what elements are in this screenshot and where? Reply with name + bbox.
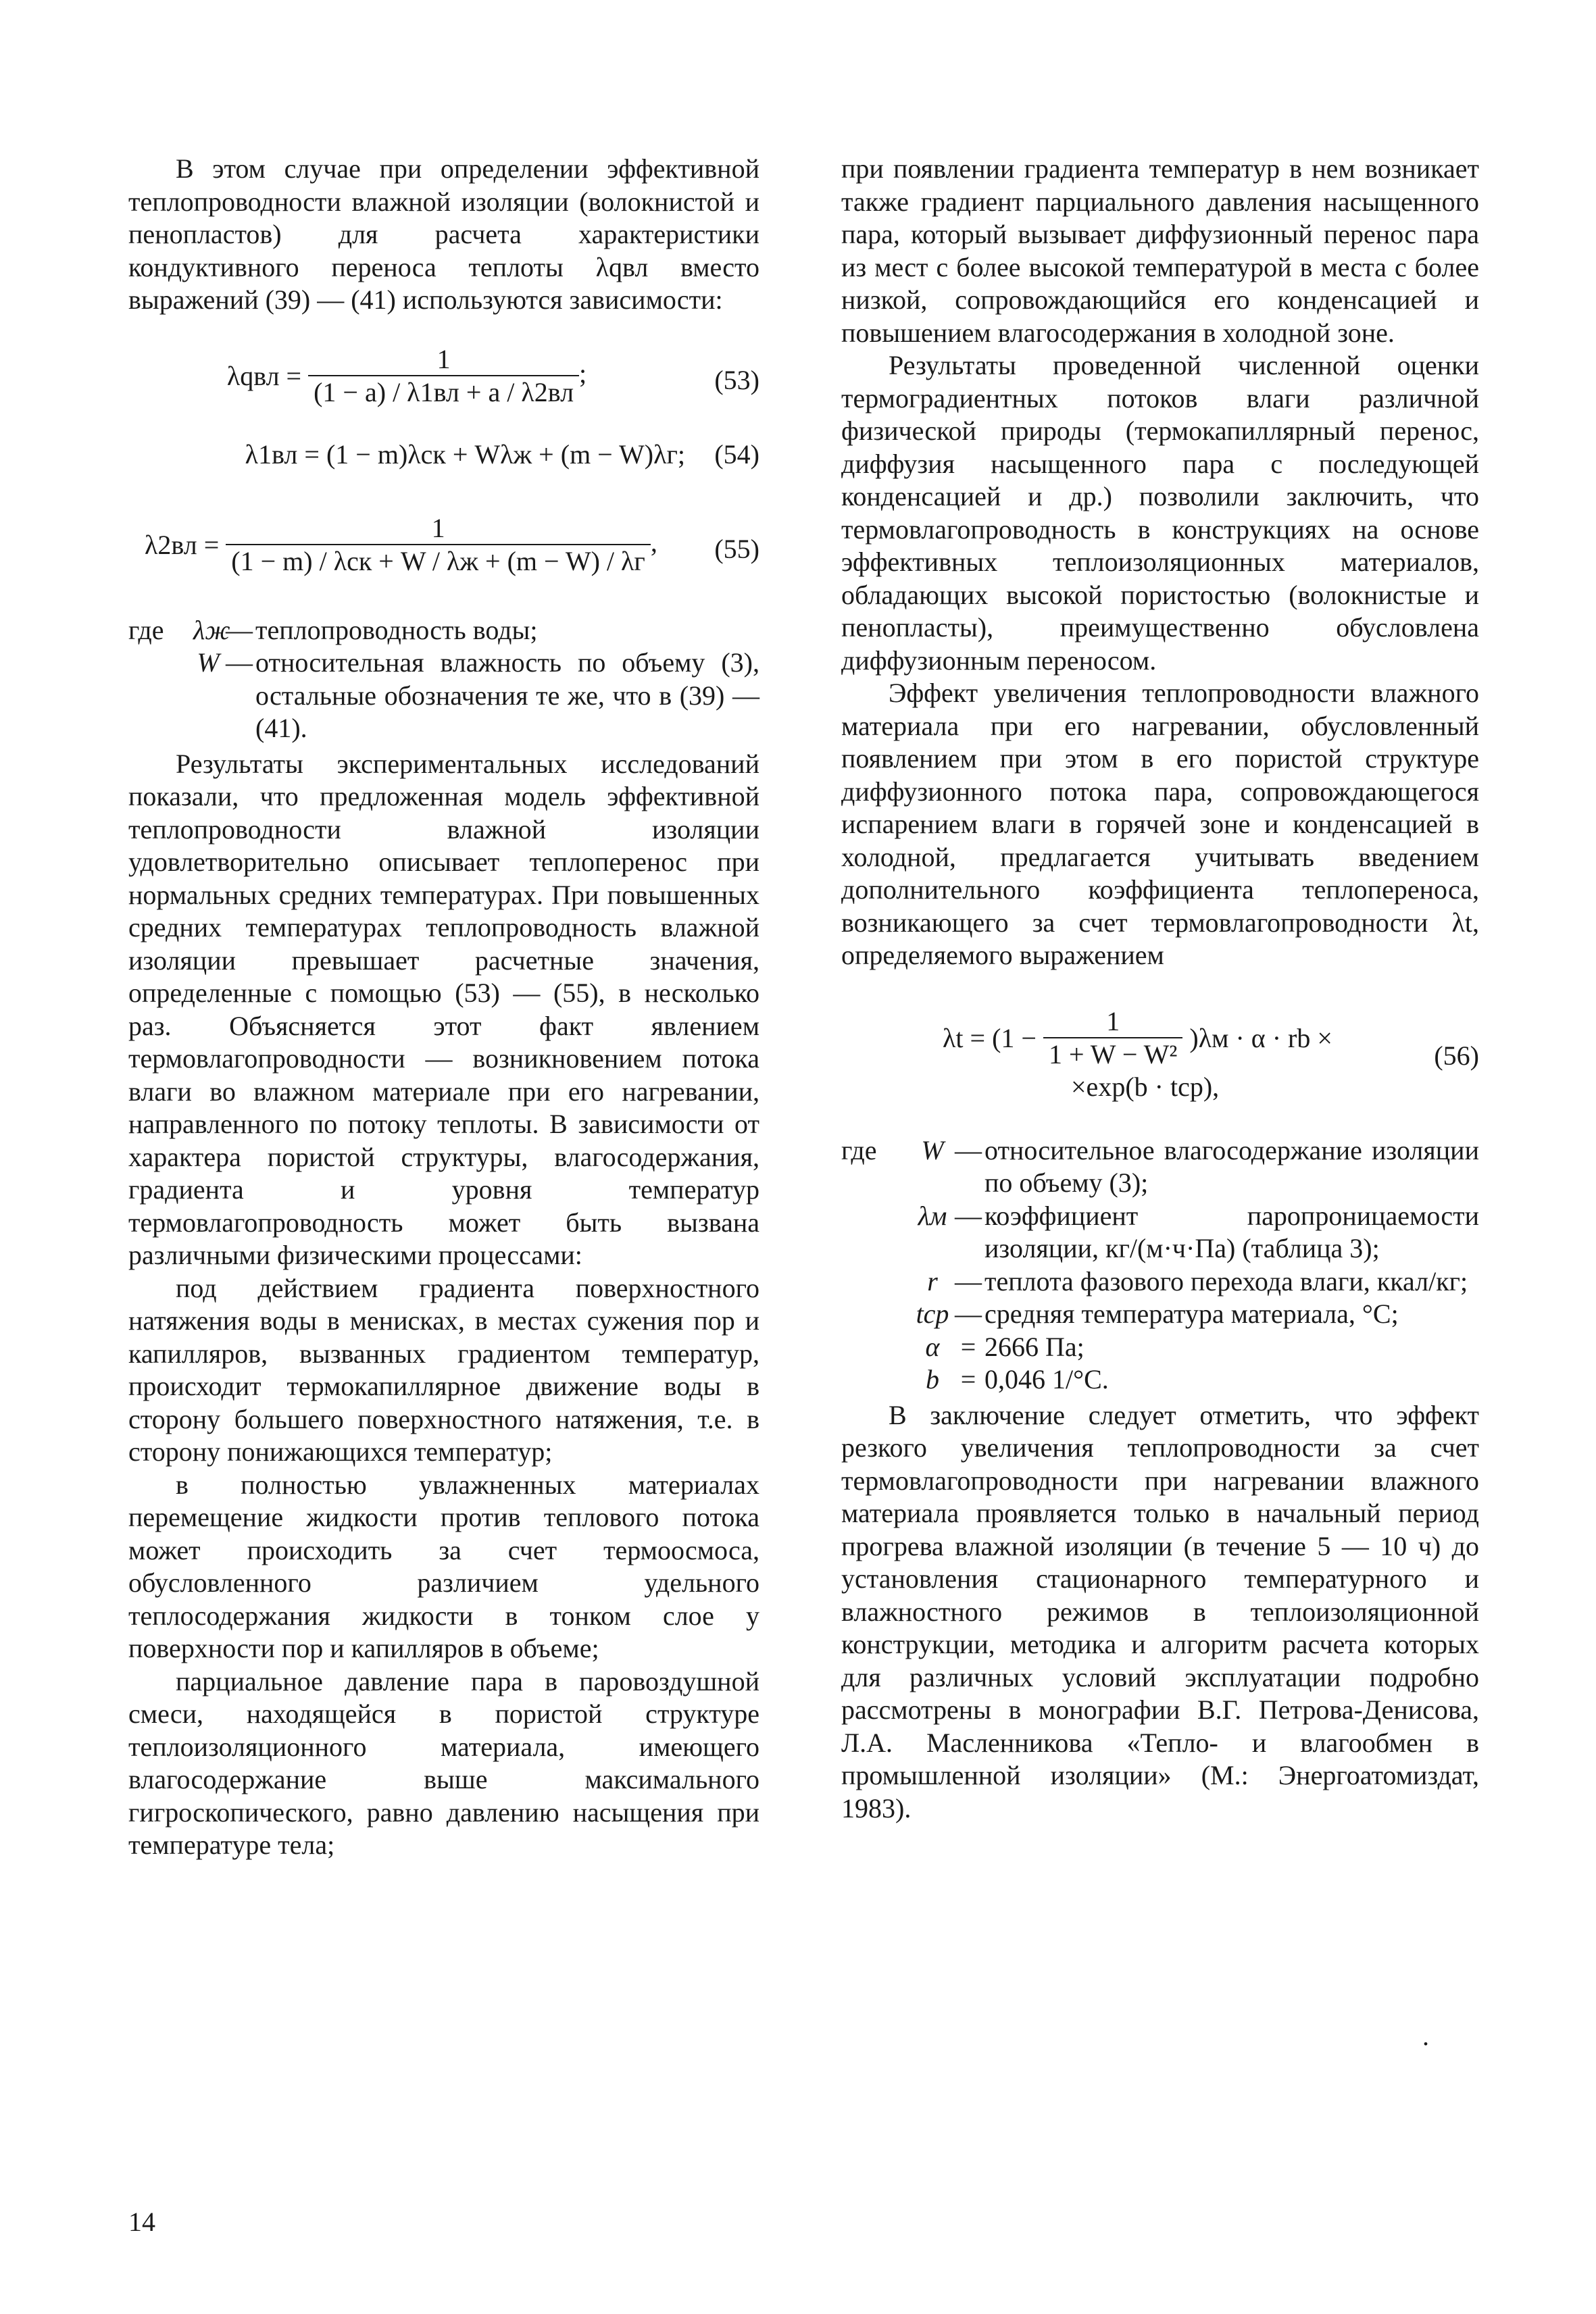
eq56-line1 — [943, 1006, 1479, 1071]
where-definition: относительная влажность по объему (3), остальные обозначения те же, что в (39) — (41). — [255, 647, 759, 743]
eq55-lhs: λ2вл = — [145, 529, 220, 560]
where-symbol: b — [926, 1364, 939, 1394]
intro-paragraph: В этом случае при определении эффективной теплопроводности влажной изоляции (волокнистой и пенопластов) для расчета характеристики кондуктивного переноса теплоты λqвл вместо выражений (39) — (41) используются зависимости: — [128, 153, 759, 315]
eq56-numerator: 1 — [1106, 1005, 1120, 1036]
where-symbol: r — [927, 1265, 938, 1297]
where-list-left — [128, 614, 759, 745]
where-definition: теплопроводность воды; — [255, 614, 538, 645]
equation-53 — [128, 344, 759, 418]
where-list-right — [841, 1134, 1479, 1397]
where-prefix — [128, 647, 193, 745]
eq56-close: )λм · α · rb × — [1189, 1022, 1332, 1053]
where-symbol: λж — [193, 614, 230, 645]
eq53-denominator: (1 − a) / λ1вл + a / λ2вл — [308, 375, 579, 409]
eq55-denominator: (1 − m) / λск + W / λж + (m − W) / λг — [226, 544, 651, 578]
eq55-tail: , — [650, 526, 657, 557]
eq53-number: (53) — [714, 364, 759, 395]
where-definition: 0,046 1/°С. — [984, 1364, 1109, 1394]
where-definition: теплота фазового перехода влаги, ккал/кг; — [984, 1265, 1468, 1297]
eq53-lhs: λqвл = — [226, 360, 302, 391]
eq56-number: (56) — [1434, 1040, 1479, 1071]
where-prefix — [841, 1200, 913, 1265]
equation-56 — [841, 1006, 1479, 1114]
where-dash: — — [955, 1265, 982, 1297]
list-item-thermocapillary: под действием градиента поверхностного натяжения воды в менисках, в местах сужения пор и капилляров, вызванных градиентом температур, происходит термокапиллярное движение воды в сторону большего поверхностного натяжения, т.е. в сторону понижающихся температур; — [128, 1272, 759, 1467]
where-dash: = — [960, 1364, 976, 1394]
eq55-numerator: 1 — [431, 512, 445, 543]
where-dash: — — [955, 1299, 982, 1329]
list-item-thermoosmosis: в полностью увлажненных материалах перемещение жидкости против теплового потока может происходить за счет термоосмоса, обусловленного различием удельного теплосодержания жидкости в тонком слое у поверхности пор и капилляров в объеме; — [128, 1469, 759, 1663]
eq56-fraction — [1043, 1006, 1182, 1071]
where-symbol: W — [921, 1134, 944, 1165]
where-dash: — — [226, 647, 253, 678]
effect-paragraph: Эффект увеличения теплопроводности влажного материала при его нагревании, обусловленный появлением при этом в его пористой структуре диффузионного потока пара, сопровождающегося испарением влаги в горячей зоне и конденсацией в холодной, предлагается учитывать введением дополнительного коэффициента теплопереноса, возникающего за счет термовлагопроводности λt, определяемого выражением — [841, 678, 1479, 970]
eq56-denominator: 1 + W − W² — [1043, 1037, 1182, 1071]
left-column — [128, 153, 759, 1862]
list-item-partial-pressure: парциальное давление пара в паровоздушной смеси, находящейся в пористой структуре теплоизоляционного материала, имеющего влагосодержание выше максимального гигроскопического, равно давлению насыщения при температуре тела; — [128, 1665, 759, 1860]
right-column — [841, 153, 1479, 1825]
where-prefix: где — [128, 614, 164, 645]
eq54-expression: λ1вл = (1 − m)λск + Wλж + (m − W)λг; — [245, 438, 685, 470]
eq55-number: (55) — [714, 533, 759, 564]
equation-54 — [128, 432, 759, 479]
where-symbol: α — [925, 1331, 940, 1362]
where-prefix — [841, 1265, 913, 1299]
eq53-numerator: 1 — [437, 343, 451, 374]
results-paragraph: Результаты экспериментальных исследований показали, что предложенная модель эффективной теплопроводности влажной изоляции удовлетворительно описывает теплоперенос при нормальных средних температурах. При повышенных средних температурах теплопроводность влажной изоляции превышает расчетные значения, определенные с помощью (53) — (55), в несколько раз. Объясняется этот факт явлением термовлагопроводности — возникновением потока влаги во влажном материале при его нагревании, направленного по потоку теплоты. В зависимости от характера пористой структуры, влагосодержания, градиента и уровня температур термовлагопроводность может быть вызвана различными физическими процессами: — [128, 748, 759, 1270]
where-symbol: tср — [916, 1299, 949, 1329]
where-definition: коэффициент паропроницаемости изоляции, кг/(м·ч·Па) (таблица 3); — [984, 1200, 1479, 1263]
where-prefix: где — [841, 1134, 877, 1165]
eq55-fraction — [226, 513, 651, 578]
conclusion-paragraph: В заключение следует отметить, что эффект резкого увеличения теплопроводности за счет термовлагопроводности при нагревании влажного материала проявляется только в начальный период прогрева влажной изоляции (в течение 5 — 10 ч) до установления стационарного температурного и влажностного режимов в теплоизоляционной конструкции, методика и алгоритм расчета которых для различных условий эксплуатации подробно рассмотрены в монографии В.Г. Петрова-Денисова, Л.А. Масленникова «Тепло- и влагообмен в промышленной изоляции» (М.: Энергоатомиздат, 1983). — [841, 1399, 1479, 1823]
eq54-number: (54) — [714, 438, 759, 470]
stray-dot: . — [1422, 2021, 1429, 2051]
eq53-tail: ; — [579, 357, 587, 388]
where-definition: 2666 Па; — [984, 1331, 1084, 1362]
eq56-line2: ×exp(b · tср), — [1071, 1071, 1220, 1102]
numerical-results-paragraph: Результаты проведенной численной оценки термоградиентных потоков влаги различной физической природы (термокапиллярный перенос, диффузия насыщенного пара с последующей конденсацией и др.) позволили заключить, что термовлагопроводность в конструкциях на основе эффективных теплоизоляционных материалов, обладающих высокой пористостью (волокнистые и пенопласты), преимущественно обусловлена диффузионным переносом. — [841, 350, 1479, 676]
where-dash: — — [955, 1200, 982, 1231]
where-symbol: W — [197, 647, 220, 678]
eq56-open: (1 − — [992, 1022, 1037, 1053]
where-dash: — — [955, 1134, 982, 1165]
where-definition: относительное влагосодержание изоляции по объему (3); — [984, 1134, 1479, 1198]
page-number: 14 — [128, 2207, 155, 2237]
continuation-paragraph: при появлении градиента температур в нем возникает также градиент парциального давления насыщенного пара, который вызывает диффузионный перенос пара из мест с более высокой температурой в места с более низкой, сопровождающийся его конденсацией и повышением влагосодержания в холодной зоне. — [841, 153, 1479, 348]
equation-55 — [128, 513, 759, 587]
where-symbol: λм — [918, 1200, 947, 1231]
where-definition: средняя температура материала, °С; — [984, 1299, 1399, 1329]
eq53-fraction — [308, 344, 579, 409]
where-prefix — [841, 1331, 913, 1364]
where-dash: — — [226, 614, 253, 645]
where-dash: = — [960, 1331, 976, 1362]
eq56-lhs: λt = — [943, 1022, 986, 1053]
where-prefix — [841, 1298, 913, 1331]
where-prefix — [841, 1363, 913, 1397]
